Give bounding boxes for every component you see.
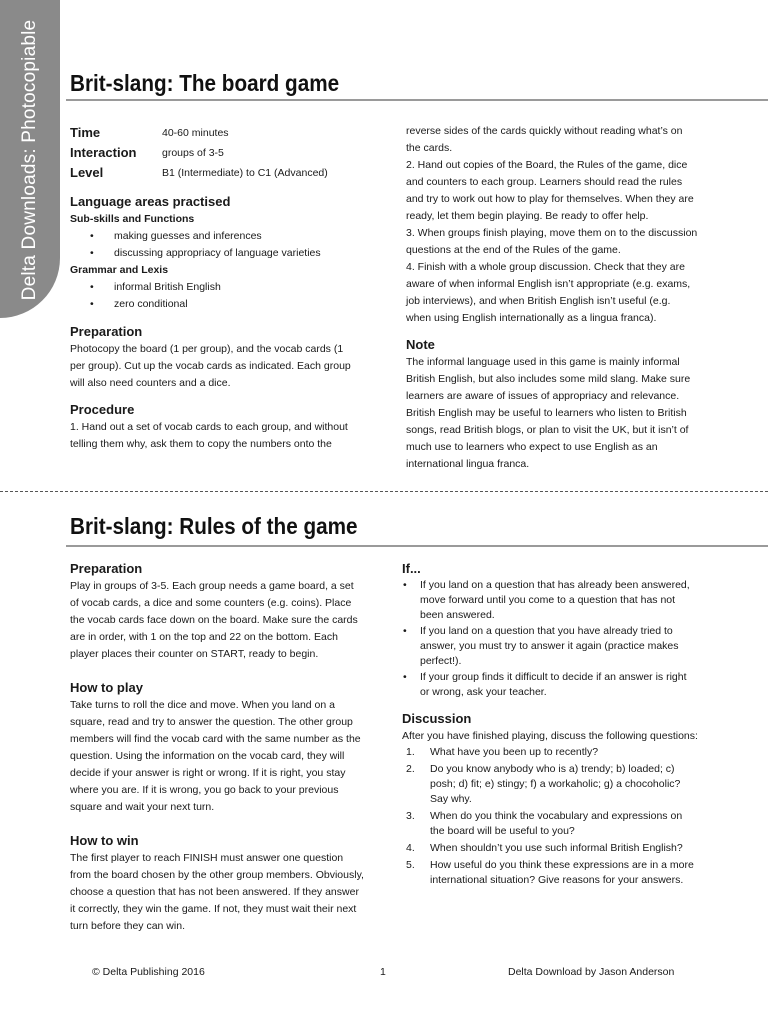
section1-left-column — [70, 123, 360, 453]
procedure-step-1: 1. Hand out a set of vocab cards to each group, and without telling them why, ask them to copy the numbers onto the — [70, 421, 348, 450]
list-item: 1. What have you been up to recently? — [406, 746, 599, 758]
list-item: • zero conditional — [90, 296, 360, 313]
section1-rule — [66, 99, 768, 101]
subskills-list — [70, 228, 360, 262]
list-item: • discussing appropriacy of language varieties — [90, 245, 360, 262]
how-to-play-text: Take turns to roll the dice and move. When you land on a square, read and try to answer the question. The other group members will find the vocab card with the same number as the question. Using the information on the vocab card, they will decide if your answer is right or wrong. If it is right, you stay where you are. If it is wrong, you go back to your previous square and wait your next turn. — [70, 699, 361, 813]
procedure-heading: Procedure — [70, 402, 135, 417]
footer-page-number: 1 — [380, 966, 386, 978]
list-item: • If you land on a question that you have already tried to answer, you must try to answer it again (practice makes perfect!). — [402, 624, 698, 669]
side-tab-label: Delta Downloads: Photocopiable — [19, 19, 40, 301]
section2-rule — [66, 545, 768, 547]
section1-title: Brit-slang: The board game — [70, 70, 340, 96]
section2-title: Brit-slang: Rules of the game — [70, 513, 358, 539]
rules-preparation-heading: Preparation — [70, 561, 143, 576]
preparation-text: Photocopy the board (1 per group), and the vocab cards (1 per group). Cut up the vocab cards as indicated. Each group will also need counters and a dice. — [70, 343, 351, 389]
list-item: 2. Do you know anybody who is a) trendy; b) loaded; c) posh; d) fit; e) stingy; f) a workaholic; g) a chocoholic? Say why. — [406, 763, 681, 805]
procedure-step-1-continued: reverse sides of the cards quickly without reading what’s on the cards. — [406, 125, 683, 154]
discussion-intro: After you have finished playing, discuss the following questions: — [402, 730, 698, 742]
rules-preparation-text: Play in groups of 3-5. Each group needs a game board, a set of vocab cards, a dice and some counters (e.g. coins). Place the vocab cards face down on the board. Make sure the cards are in order, with 1 on the top and 22 on the bottom. Each player places their counter on START, ready to begin. — [70, 580, 358, 660]
how-to-win-text: The first player to reach FINISH must answer one question from the board chosen by the other group members. Obviously, choose a question that has not been answered. If they answer it correctly, they win the game. If not, they must wait their next turn before they can win. — [70, 852, 364, 932]
subskills-heading: Sub-skills and Functions — [70, 213, 195, 225]
how-to-play-heading: How to play — [70, 680, 143, 695]
footer-copyright: © Delta Publishing 2016 — [92, 966, 205, 978]
meta-time: Time 40-60 minutes — [70, 125, 229, 140]
discussion-heading: Discussion — [402, 711, 472, 726]
procedure-step-2: 2. Hand out copies of the Board, the Rules of the game, dice and counters to each group. Learners should read the rules and try to work out how to play for themselves. When they are ready, let them begin playing. Be ready to offer help. — [406, 159, 694, 222]
if-list — [402, 578, 698, 700]
list-item: • informal British English — [90, 279, 360, 296]
grammar-list — [70, 279, 360, 313]
discussion-list — [402, 745, 698, 888]
procedure-step-3: 3. When groups finish playing, move them on to the discussion questions at the end of the Rules of the game. — [406, 227, 698, 256]
language-areas-heading: Language areas practised — [70, 194, 231, 209]
grammar-heading: Grammar and Lexis — [70, 264, 169, 276]
cut-line — [0, 491, 768, 492]
list-item: • If you land on a question that has already been answered, move forward until you come to a question that has not been answered. — [402, 578, 698, 623]
note-heading: Note — [406, 337, 435, 352]
preparation-heading: Preparation — [70, 324, 143, 339]
section2-right-column — [402, 560, 698, 890]
list-item: • making guesses and inferences — [90, 228, 360, 245]
meta-interaction: Interaction groups of 3-5 — [70, 145, 224, 160]
list-item: 5. How useful do you think these expressions are in a more international situation? Give reasons for your answers. — [406, 859, 694, 886]
list-item: 3. When do you think the vocabulary and expressions on the board will be useful to you? — [406, 810, 683, 837]
procedure-step-4: 4. Finish with a whole group discussion. Check that they are aware of when informal English isn’t appropriate (e.g. exams, job interviews), and when British English isn’t useful (e.g. when using English internationally as a lingua franca). — [406, 261, 691, 324]
list-item: • If your group finds it difficult to decide if an answer is right or wrong, ask your teacher. — [402, 670, 698, 700]
how-to-win-heading: How to win — [70, 833, 139, 848]
side-tab — [0, 0, 60, 318]
footer-author: Delta Download by Jason Anderson — [508, 966, 675, 978]
if-heading: If... — [402, 561, 421, 576]
note-text: The informal language used in this game is mainly informal British English, but also includes some mild slang. Make sure learners are aware of issues of appropriacy and relevance. British English may be useful to learners who listen to British songs, read British blogs, or plan to visit the UK, but it isn’t of much use to learners who expect to use English as an international lingua franca. — [406, 356, 691, 470]
section2-left-column — [70, 560, 364, 935]
list-item: 4. When shouldn’t you use such informal British English? — [406, 842, 683, 854]
meta-level: Level B1 (Intermediate) to C1 (Advanced) — [70, 165, 328, 180]
section1-right-column — [406, 123, 698, 473]
